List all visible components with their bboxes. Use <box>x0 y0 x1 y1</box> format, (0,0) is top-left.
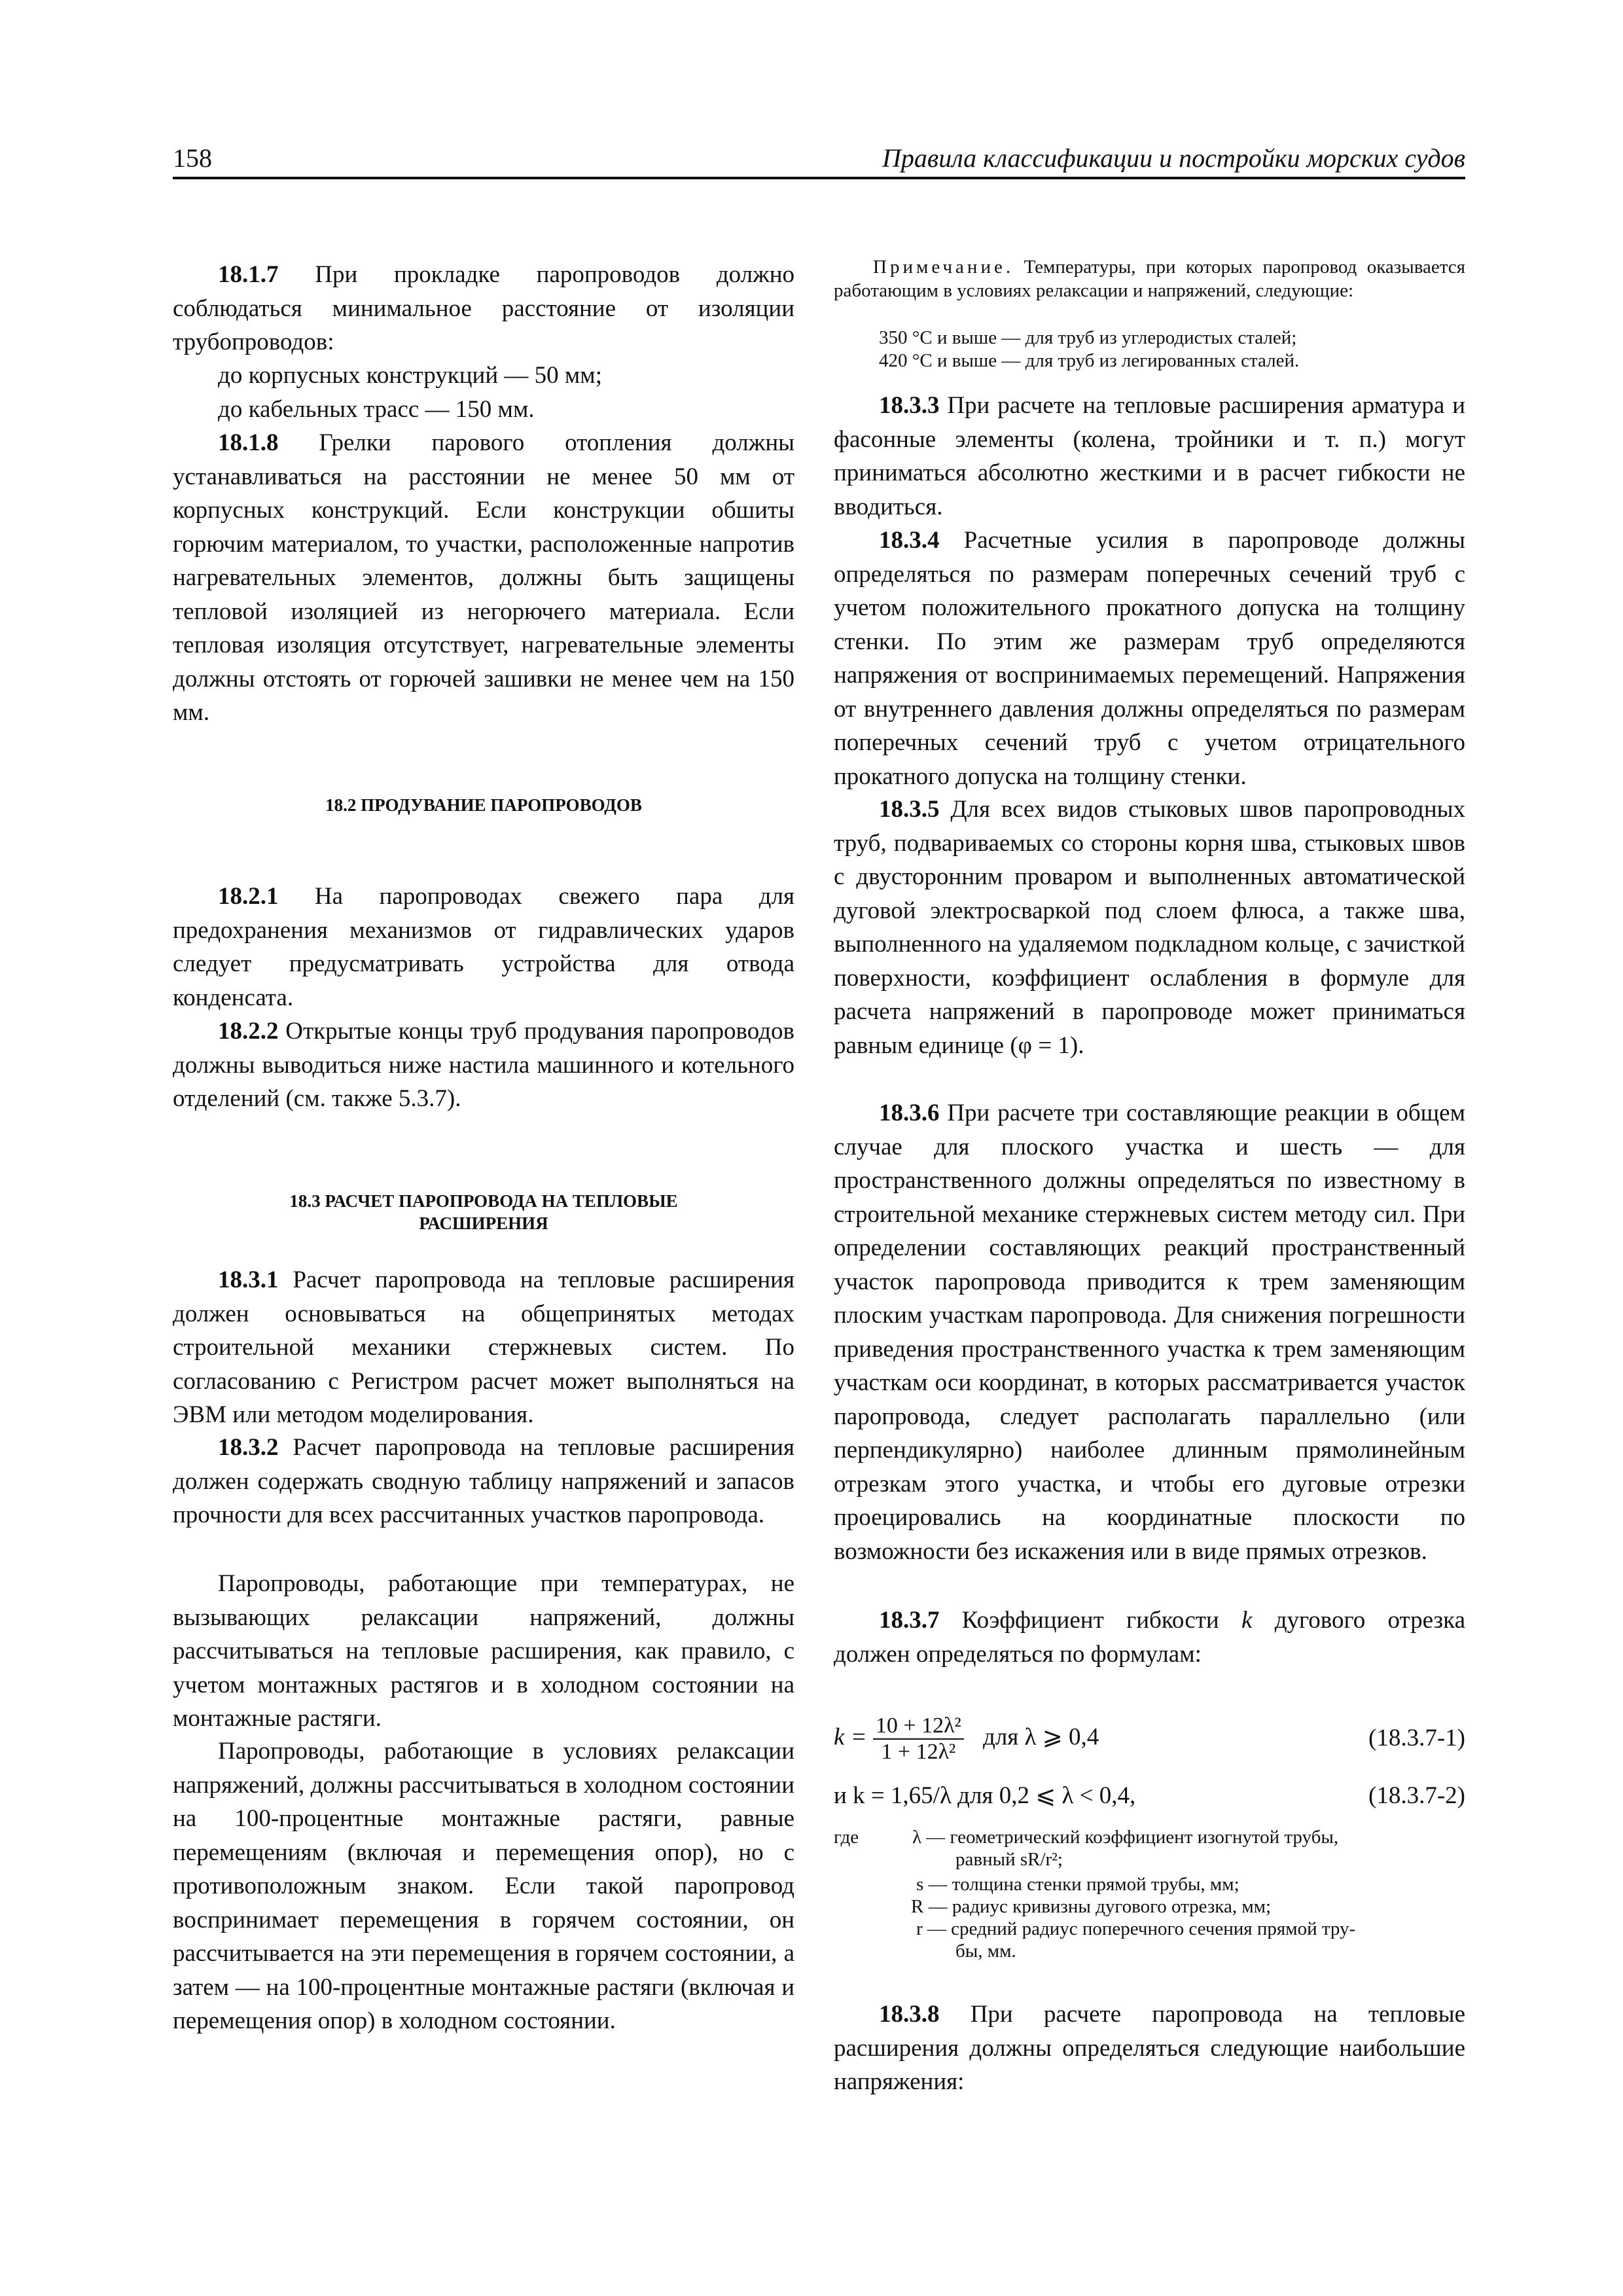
paragraph-text: При расчете паропровода на тепловые расширения должны определяться следующие наибольшие напряжения: <box>834 2001 1465 2095</box>
clause-number: 18.1.7 <box>218 261 279 288</box>
page-header <box>173 143 1465 178</box>
where-label: где <box>834 1827 859 1848</box>
paragraph-text: На паропроводах свежего пара для предохранения механизмов от гидравлических ударов следует предусматривать устройства для отвода конденсата. <box>173 883 794 1011</box>
paragraph-text: При прокладке паропроводов должно соблюдаться минимальное расстояние от изоляции трубопроводов: <box>173 261 794 355</box>
section-heading-18-2: 18.2 ПРОДУВАНИЕ ПАРОПРОВОДОВ <box>325 795 642 815</box>
note-carbon-steel: 350 °С и выше — для труб из углеродистых сталей; <box>879 327 1297 348</box>
equation-number: (18.3.7-2) <box>1368 1782 1465 1809</box>
definition-lambda: λ — геометрический коэффициент изогнутой трубы, <box>912 1827 1339 1848</box>
clause-number: 18.3.4 <box>879 527 940 554</box>
paragraph-18-3-1 <box>173 1263 794 1432</box>
symbol-k: k <box>1241 1607 1253 1634</box>
clause-number: 18.3.7 <box>879 1607 940 1634</box>
paragraph-18-3-3 <box>834 389 1465 524</box>
fraction-numerator: 10 + 12λ² <box>873 1713 964 1740</box>
list-line-cable: до кабельных трасс — 150 мм. <box>218 396 535 423</box>
note-text: Температуры, при которых паропровод оказывается работающим в условиях релаксации и напряжений, следующие: <box>834 257 1465 301</box>
paragraph-text: Расчет паропровода на тепловые расширения должен содержать сводную таблицу напряжений и запасов прочности для всех рассчитанных участков паропровода. <box>173 1434 794 1528</box>
header-rule <box>173 177 1465 179</box>
definition-lambda-cont: равный sR/r²; <box>955 1849 1063 1870</box>
formula-fraction <box>873 1713 964 1765</box>
clause-number: 18.3.1 <box>218 1266 279 1293</box>
definition-r: r — средний радиус поперечного сечения прямой тру- <box>916 1918 1356 1939</box>
paragraph-text: Для всех видов стыковых швов паропроводных труб, подвариваемых со стороны корня шва, стыковых швов с двусторонним проваром и выполненных автоматической дуговой электросваркой под слоем флюса, а также шва, выполненного на удаляемом подкладном кольце, с зачисткой поверхности, коэффициент ослабления в формуле для расчета напряжений в паропроводе может приниматься равным единице (φ = 1). <box>834 796 1465 1059</box>
symbol-definitions <box>834 1826 1465 1977</box>
clause-number: 18.3.8 <box>879 2001 940 2028</box>
paragraph-18-1-8 <box>173 426 794 730</box>
formula-lhs: k = <box>834 1723 867 1751</box>
clause-number: 18.2.1 <box>218 883 279 910</box>
formula-18-3-7-2 <box>834 1779 1465 1831</box>
note <box>834 255 1465 302</box>
paragraph-18-3-5 <box>834 793 1465 1062</box>
definition-s: s — толщина стенки прямой трубы, мм; <box>916 1874 1240 1895</box>
clause-number: 18.3.2 <box>218 1434 279 1461</box>
clause-number: 18.3.3 <box>879 392 940 419</box>
paragraph-no-relaxation: Паропроводы, работающие при температурах, не вызывающих релаксации напряжений, должны рассчитываться на тепловые расширения, как правило, с учетом монтажных растягов и в холодном состоянии на монтажные растяги. <box>173 1570 794 1732</box>
paragraph-18-2-2 <box>173 1014 794 1116</box>
paragraph-text: При расчете на тепловые расширения арматура и фасонные элементы (колена, тройники и т. п.) могут приниматься абсолютно жесткими и в расчет гибкости не вводиться. <box>834 392 1465 520</box>
paragraph-18-1-7 <box>173 258 794 359</box>
paragraph-text: Коэффициент гибкости <box>939 1607 1241 1634</box>
paragraph-relaxation: Паропроводы, работающие в условиях релаксации напряжений, должны рассчитываться в холодном состоянии на 100-процентные монтажные растяги, равные перемещениям (включая и перемещения опор), но с противоположным знаком. Если такой паропровод воспринимает перемещения в горячем состоянии, он рассчитывается на эти перемещения в горячем состоянии, а затем — на 100-процентные монтажные растяги (включая и перемещения опор) в холодном состоянии. <box>173 1738 794 2034</box>
paragraph-text: При расчете три составляющие реакции в общем случае для плоского участка и шесть — для пространственного должны определяться по известному в строительной механике стержневых систем методу сил. При определении составляющих реакций пространственный участок паропровода приводится к трем заменяющим плоским участкам паропровода. Для снижения погрешности приведения пространственного участка к трем заменяющим участкам оси координат, в которых рассматривается участок паропровода, следует располагать параллельно (или перпендикулярно) наиболее длинным прямолинейным отрезкам этого участка, и чтобы его дуговые отрезки проецировались на координатные плоскости по возможности без искажения или в виде прямых отрезков. <box>834 1100 1465 1565</box>
paragraph-text: Открытые концы труб продувания паропроводов должны выводиться ниже настила машинного и котельного отделений (см. также 5.3.7). <box>173 1018 794 1112</box>
paragraph-text: дугового отрезка должен определяться по формулам: <box>834 1607 1465 1668</box>
paragraph-18-3-2 <box>173 1431 794 1532</box>
clause-number: 18.1.8 <box>218 429 279 456</box>
note-label: Примечание. <box>873 257 1014 278</box>
paragraph-18-3-8 <box>834 1998 1465 2099</box>
section-heading-18-3-line2: РАСШИРЕНИЯ <box>419 1213 548 1233</box>
formula-18-3-7-1 <box>834 1708 1465 1764</box>
paragraph-18-3-6 <box>834 1096 1465 1568</box>
page-number: 158 <box>173 143 212 173</box>
definition-R: R — радиус кривизны дугового отрезка, мм; <box>911 1896 1272 1917</box>
paragraph-text: Расчет паропровода на тепловые расширения должен основываться на общепринятых методах строительной механики стержневых систем. По согласованию с Регистром расчет может выполняться на ЭВМ или методом моделирования. <box>173 1266 794 1428</box>
clause-number: 18.3.5 <box>879 796 940 823</box>
section-heading-18-3-line1: 18.3 РАСЧЕТ ПАРОПРОВОДА НА ТЕПЛОВЫЕ <box>289 1191 678 1211</box>
paragraph-18-3-4 <box>834 524 1465 793</box>
formula-text: и k = 1,65/λ для 0,2 ⩽ λ < 0,4, <box>834 1782 1136 1809</box>
running-title: Правила классификации и постройки морских судов <box>882 143 1465 173</box>
note-alloy-steel: 420 °С и выше — для труб из легированных сталей. <box>879 350 1300 371</box>
paragraph-18-3-7 <box>834 1604 1465 1671</box>
clause-number: 18.2.2 <box>218 1018 279 1045</box>
equation-number: (18.3.7-1) <box>1368 1725 1465 1751</box>
formula-condition: для λ ⩾ 0,4 <box>983 1723 1099 1751</box>
clause-number: 18.3.6 <box>879 1100 940 1126</box>
definition-r-cont: бы, мм. <box>955 1941 1016 1962</box>
paragraph-text: Грелки парового отопления должны устанавливаться на расстоянии не менее 50 мм от корпусных конструкций. Если конструкции обшиты горючим материалом, то участки, расположенные напротив нагревательных элементов, должны быть защищены тепловой изоляцией из негорючего материала. Если тепловая изоляция отсутствует, нагревательные элементы должны отстоять от горючей зашивки не менее чем на 150 мм. <box>173 429 794 726</box>
paragraph-text: Расчетные усилия в паропроводе должны определяться по размерам поперечных сечений труб с учетом положительного прокатного допуска на толщину стенки. По этим же размерам труб определяются напряжения от воспринимаемых перемещений. Напряжения от внутреннего давления должны определяться по размерам поперечных сечений труб с учетом отрицательного прокатного допуска на толщину стенки. <box>834 527 1465 790</box>
list-line-hull: до корпусных конструкций — 50 мм; <box>218 362 602 389</box>
paragraph-18-2-1 <box>173 880 794 1014</box>
fraction-denominator: 1 + 12λ² <box>881 1740 956 1764</box>
